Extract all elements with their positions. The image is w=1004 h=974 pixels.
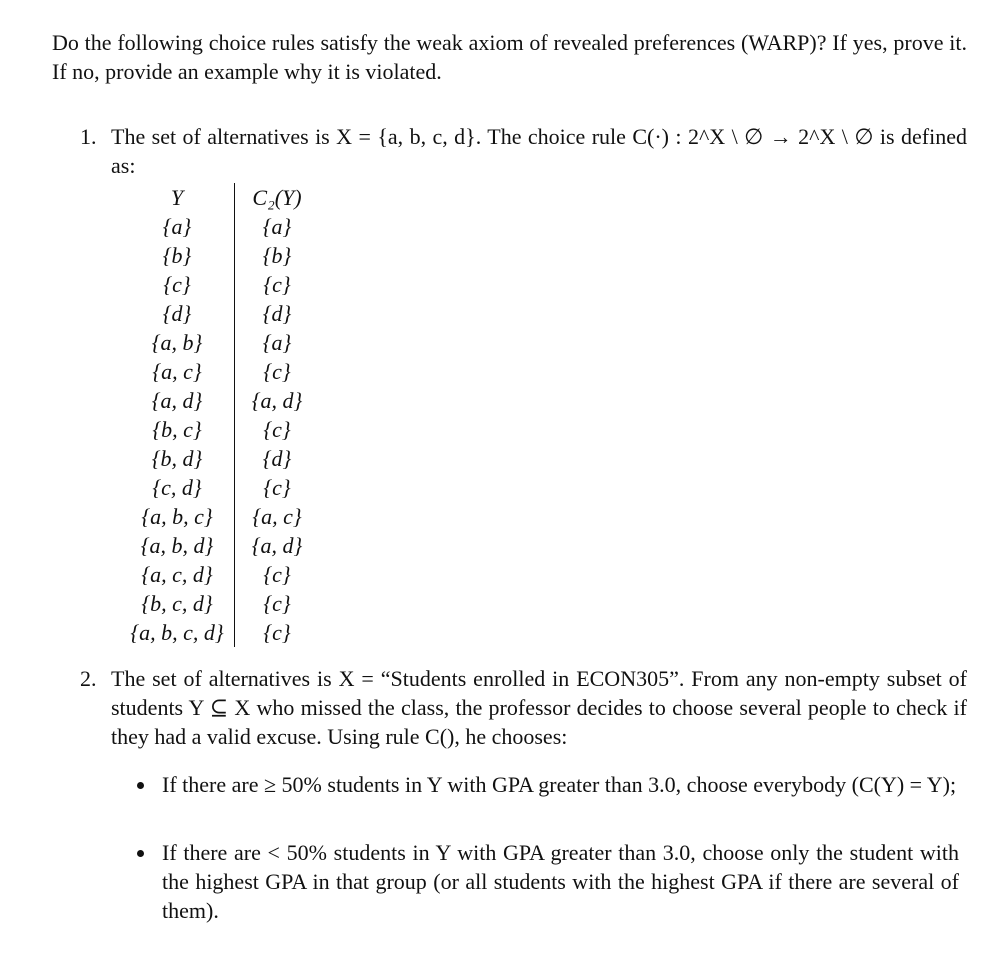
problem-intro: Do the following choice rules satisfy the weak axiom of revealed preferences (WARP)? If yes, prove it. If no, provide an example why it is violated. [52, 30, 967, 84]
table-row [120, 299, 317, 328]
header-y: Y [120, 183, 235, 212]
item-2-text: The set of alternatives is X = “Students enrolled in ECON305”. From any non-empty subset of students Y ⊆ X who missed the class, the professor decides to choose several people to check if they had a valid excuse. Using rule C(), he chooses: [111, 666, 967, 749]
table-row [120, 531, 317, 560]
choice-cell: {c} [263, 620, 291, 645]
header-c2: C₂(Y) [252, 185, 302, 210]
choice-cell: {c} [263, 272, 291, 297]
table-row [120, 560, 317, 589]
subset-cell: {b} [120, 241, 235, 270]
choice-cell: {a, d} [251, 533, 303, 558]
bullet-1-text: If there are ≥ 50% students in Y with GPA greater than 3.0, choose everybody (C(Y) = Y); [162, 772, 957, 797]
table-row [120, 386, 317, 415]
table-row [120, 502, 317, 531]
bullet-2 [137, 838, 959, 925]
choice-cell: {c} [263, 591, 291, 616]
subset-cell: {a, b} [120, 328, 235, 357]
subset-cell: {a, d} [120, 386, 235, 415]
item-2 [80, 664, 967, 751]
subset-cell: {a, c, d} [120, 560, 235, 589]
subset-cell: {a, b, c, d} [120, 618, 235, 647]
table-body [120, 212, 317, 647]
subset-cell: {a, b, c} [120, 502, 235, 531]
table-row [120, 415, 317, 444]
item-1-number: 1. [80, 124, 97, 149]
choice-cell: {a} [262, 330, 292, 355]
table-row [120, 241, 317, 270]
item-1 [80, 122, 967, 180]
subset-cell: {a, c} [120, 357, 235, 386]
subset-cell: {c} [120, 270, 235, 299]
table-row [120, 473, 317, 502]
subset-cell: {b, d} [120, 444, 235, 473]
table-row [120, 618, 317, 647]
table-row [120, 589, 317, 618]
subset-cell: {b, c} [120, 415, 235, 444]
bullet-icon [137, 782, 144, 789]
choice-cell: {c} [263, 359, 291, 384]
bullet-1 [137, 770, 959, 799]
choice-cell: {a} [262, 214, 292, 239]
table-row [120, 444, 317, 473]
bullet-2-text: If there are < 50% students in Y with GPA greater than 3.0, choose only the student with the highest GPA in that group (or all students with the highest GPA if there are several of them). [162, 840, 959, 923]
choice-cell: {c} [263, 417, 291, 442]
subset-cell: {b, c, d} [120, 589, 235, 618]
item-1-text: The set of alternatives is X = {a, b, c, d}. The choice rule C(·) : 2^X \ ∅ → 2^X \ ∅ is defined as: [111, 124, 967, 178]
choice-rule-table [120, 183, 317, 647]
table-row [120, 328, 317, 357]
choice-cell: {a, c} [252, 504, 302, 529]
bullet-icon [137, 850, 144, 857]
table-header-row [120, 183, 317, 212]
choice-cell: {c} [263, 562, 291, 587]
choice-cell: {b} [262, 243, 292, 268]
subset-cell: {d} [120, 299, 235, 328]
subset-cell: {a} [120, 212, 235, 241]
choice-cell: {d} [262, 301, 292, 326]
choice-cell: {d} [262, 446, 292, 471]
subset-cell: {a, b, d} [120, 531, 235, 560]
table-row [120, 357, 317, 386]
choice-cell: {a, d} [251, 388, 303, 413]
table-row [120, 270, 317, 299]
item-2-number: 2. [80, 666, 97, 691]
choice-cell: {c} [263, 475, 291, 500]
subset-cell: {c, d} [120, 473, 235, 502]
table-row [120, 212, 317, 241]
